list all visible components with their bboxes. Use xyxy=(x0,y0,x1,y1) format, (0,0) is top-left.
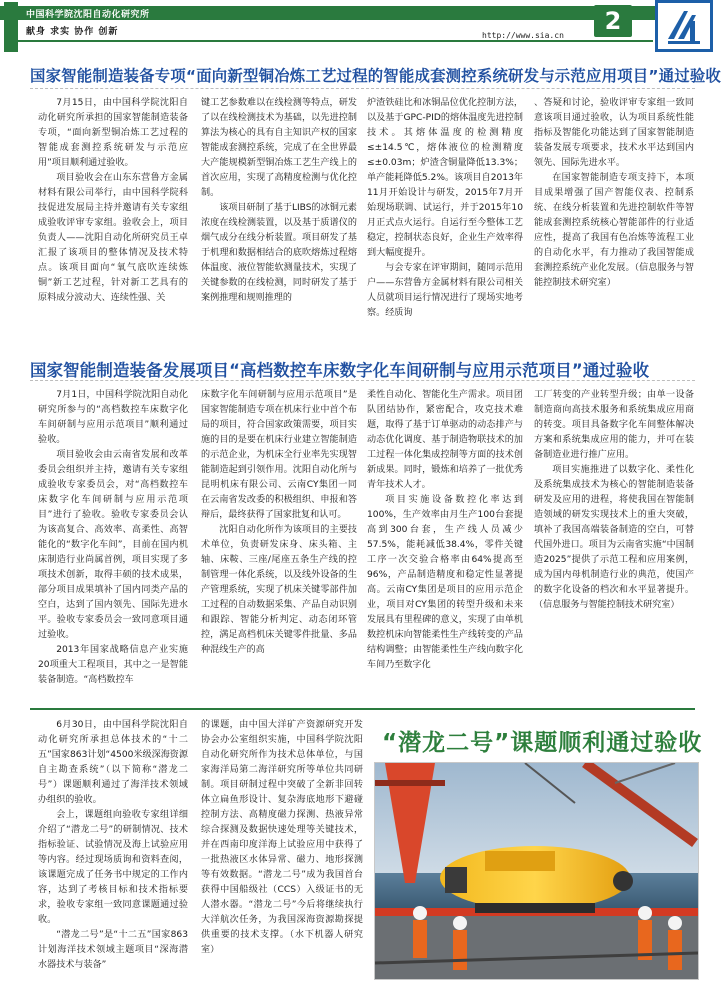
qianlong-2-photo xyxy=(374,762,699,980)
paragraph: 2013年国家战略信息产业实施20项重大工程项目，其中之一是智能装备制造。“高档数控车 xyxy=(38,645,188,685)
motto: 献身 求实 协作 创新 xyxy=(26,27,119,37)
article2-col3 xyxy=(367,388,523,704)
article3-col2: 的课题，由中国大洋矿产资源研究开发协会办公室组织实施，中国科学院沈阳自动化研究所作为技术总体单位，与国家海洋局第二海洋研究所等单位共同研制。项目研制过程中突破了全新非回转体立扁鱼形设计、复杂海底地形下避碰控制方法、高精度磁力探测、热液异常综合探测及数据快速处理等关键技术，并在西南印度洋海上试验应用中获得了一批热液区水体异常、磁力、地形探测等有效数据。“潜龙二号”成为我国首台获得中国船级社（CCS）入级证书的无人潜水器。“潜龙二号”今后将继续执行大洋航次任务，为我国深海资源勘探提供重要的技术支撑。（水下机器人研究室） xyxy=(201,720,363,955)
paragraph: 沈阳自动化所作为该项目的主要技术单位，负责研发床身、床头箱、主轴、床鞍、三座/尾座五条生产线的控制管理一体化系统，以及线外设备的生产管理系统，实现了机床关键零部件加工过程的自动数据采集、产品自动识别和跟踪、智能分析判定、动态闭环管控，满足高档机床关键零件批量、多品种混线生产的高 xyxy=(201,525,357,655)
sia-logo-icon xyxy=(655,0,713,52)
page-number: 2 xyxy=(594,5,632,37)
article3-title: “潜龙二号”课题顺利通过验收 xyxy=(382,730,703,756)
paragraph: 在国家智能制造专项支持下，本项目成果增强了国产智能仪表、控制系统、在线分析装置和先进控制软件等智能成套测控系统核心智能部件的行业适应性，提高了我国有色冶炼等流程工业的自动化水平，有力推动了我国智能成套测控系统产业化发展。（信息服务与智能控制技术研究室） xyxy=(534,173,694,288)
paragraph: 、答疑和讨论，验收评审专家组一致同意该项目通过验收，认为项目系统性能指标及智能化功能达到了国家智能制造装备发展专项要求，技术水平达到国内领先、国际先进水平。 xyxy=(534,98,694,168)
paragraph: 会上，课题组向验收专家组详细介绍了“潜龙二号”的研制情况、技术指标验证、试验情况及海上试验应用等内容。经过现场质询和资料查阅，该课题完成了任务书中规定的工作内容，达到了考核目标和技术指标要求，验收专家组一致同意课题通过验收。 xyxy=(38,810,188,925)
paragraph: 炉渣铁硅比和冰铜品位优化控制方法，以及基于GPC-PID的熔体温度先进控制技术。其熔体温度的检测精度≤±14.5℃，熔体液位的检测精度≤±0.03m；炉渣含铜量降低13.3%；单产能耗降低5.2%。该项目自2013年11月开始设计与研发，2015年7月开始现场联调、试运行，并于2015年10月正式点火运行。自运行至今整体工艺稳定，控制状态良好，企业生产效率得到大幅度提升。 xyxy=(367,98,523,258)
article2-col1 xyxy=(38,388,188,704)
paragraph: 工厂转变的产业转型升级；由单一设备制造商向高技术服务和系统集成应用商的转变。项目具备数字化车间整体解决方案和系统集成应用的能力，并可在装备制造业进行推广应用。 xyxy=(534,390,694,460)
paragraph: 柔性自动化、智能化生产需求。项目团队团结协作，紧密配合，攻克技术难题，取得了基于订单驱动的动态排产与动态优化调度、基于制造物联技术的加工过程一体化集成控制等方面的技术创新成果。同时，锻炼和培养了一批优秀青年技术人才。 xyxy=(367,390,523,490)
header-rule xyxy=(18,40,653,42)
section-divider xyxy=(30,708,695,710)
article2-title: 国家智能制造装备发展项目“高档数控车床数字化车间研制与应用示范项目”通过验收 xyxy=(30,361,650,380)
paragraph: 与会专家在评审期间，随同示范用户——东营鲁方金属材料有限公司相关人员就项目运行情况进行了现场实地考察。经质询 xyxy=(367,263,523,318)
paragraph: 该项目研制了基于LIBS的冰铜元素浓度在线检测装置，以及基于质谱仪的烟气成分在线分析装置。项目研发了基于机理和数据相结合的底吹熔炼过程熔体温度、液位智能软测量技术，实现了关键参数的在线检测，同时研发了基于案例推理和规则推理的 xyxy=(201,203,357,303)
article2-col2 xyxy=(201,388,357,704)
paragraph: 7月1日，中国科学院沈阳自动化研究所参与的“高档数控车床数字化车间研制与应用示范项目”顺利通过验收。 xyxy=(38,390,188,445)
paragraph: 7月15日，由中国科学院沈阳自动化研究所承担的国家智能制造装备专项，“面向新型铜冶炼工艺过程的智能成套测控系统研发与示范应用”项目顺利通过验收。 xyxy=(38,98,188,168)
article1-col4 xyxy=(534,96,694,334)
article2-rule xyxy=(30,380,695,381)
paragraph: 6月30日，由中国科学院沈阳自动化研究所承担总体技术的“十二五”国家863计划“4500米级深海资源自主勘查系统”（以下简称“潜龙二号”）课题顺利通过了海洋技术领域办组织的验收。 xyxy=(38,720,188,805)
paragraph: 项目验收会在山东东营鲁方金属材料有限公司举行，由中国科学院科技促进发展局主持并邀请有关专家组成验收评审专家组。验收会上，项目负责人——沈阳自动化所研究员王卓汇报了该项目的整体情况及技术特点。该项目面向“氧气底吹连续炼铜”新工艺过程，针对新工艺具有的原料成分波动大、连续性强、关 xyxy=(38,173,188,303)
header-strip xyxy=(4,2,18,52)
paragraph: 床数字化车间研制与应用示范项目”是国家智能制造专项在机床行业中首个布局的项目，符合国家政策需要，项目实施的目的是要在机床行业建立智能制造的示范企业，为机床全行业率先实现智能制造起到引领作用。沈阳自动化所与昆明机床有限公司、云南CY集团一同在云南省发改委的积极组织、申报和答辩后，最终获得了国家批复和认可。 xyxy=(201,390,357,520)
paragraph: 项目实施设备数控化率达到100%，生产效率由月生产100台套提高到300台套，生产线人员减少57.5%，能耗减低38.4%，零件关键工序一次交验合格率由64%提高至96%，产品制造精度和稳定性显著提高。云南CY集团是项目的应用示范企业，项目对CY集团的转型升级和未来发展具有里程碑的意义，实现了由单机数控机床向智能柔性生产线转变的产品结构调整；由智能柔性生产线向数字化车间乃至数字化 xyxy=(367,495,523,670)
article2-col4 xyxy=(534,388,694,704)
org-name: 中国科学院沈阳自动化研究所 xyxy=(26,10,150,20)
paragraph: 项目实施推进了以数字化、柔性化及系统集成技术为核心的智能制造装备研发及应用的进程，将使我国在智能制造领域的研发实现技术上的重大突破，填补了我国高端装备制造的空白，可替代国外进口。项目为云南省实施“中国制造2025”提供了示范工程和应用案例，成为国内母机制造行业的典范，使国产的数字化设备的档次和水平显著提升。（信息服务与智能控制技术研究室） xyxy=(534,465,694,610)
article1-col2 xyxy=(201,96,357,334)
article1-title: 国家智能制造装备专项“面向新型铜冶炼工艺过程的智能成套测控系统研发与示范应用项目”通过验收 xyxy=(30,67,722,85)
article1-col3 xyxy=(367,96,523,334)
article1-rule xyxy=(30,88,695,89)
article3-col1 xyxy=(38,718,188,1000)
masthead xyxy=(0,0,727,56)
paragraph: 项目验收会由云南省发展和改革委员会组织并主持，邀请有关专家组成验收专家委员会，对“高档数控车床数字化车间研制与应用示范项目”进行了验收。验收专家委员会认为该高复合、高效率、高柔性、高智能化的“数字化车间”，目前在国内机床制造行业尚属首例，项目实现了多项技术创新，取得丰硕的技术成果，部分项目成果填补了国内同类产品的空白，达到了国内领先、国际先进水平。验收专家委员会一致同意项目通过验收。 xyxy=(38,450,188,640)
paragraph: “潜龙二号”是“十二五”国家863计划海洋技术领域主题项目“深海潜水器技术与装备” xyxy=(38,930,188,970)
website-url[interactable]: http://www.sia.cn xyxy=(482,31,564,40)
article1-col1 xyxy=(38,96,188,334)
paragraph: 键工艺参数难以在线检测等特点，研发了以在线检测技术为基础，以先进控制算法为核心的具有自主知识产权的国家智能成套测控系统，完成了在全世界最大产能规模新型铜冶炼工艺生产线上的首次应用，实现了高精度检测与优化控制。 xyxy=(201,98,357,198)
